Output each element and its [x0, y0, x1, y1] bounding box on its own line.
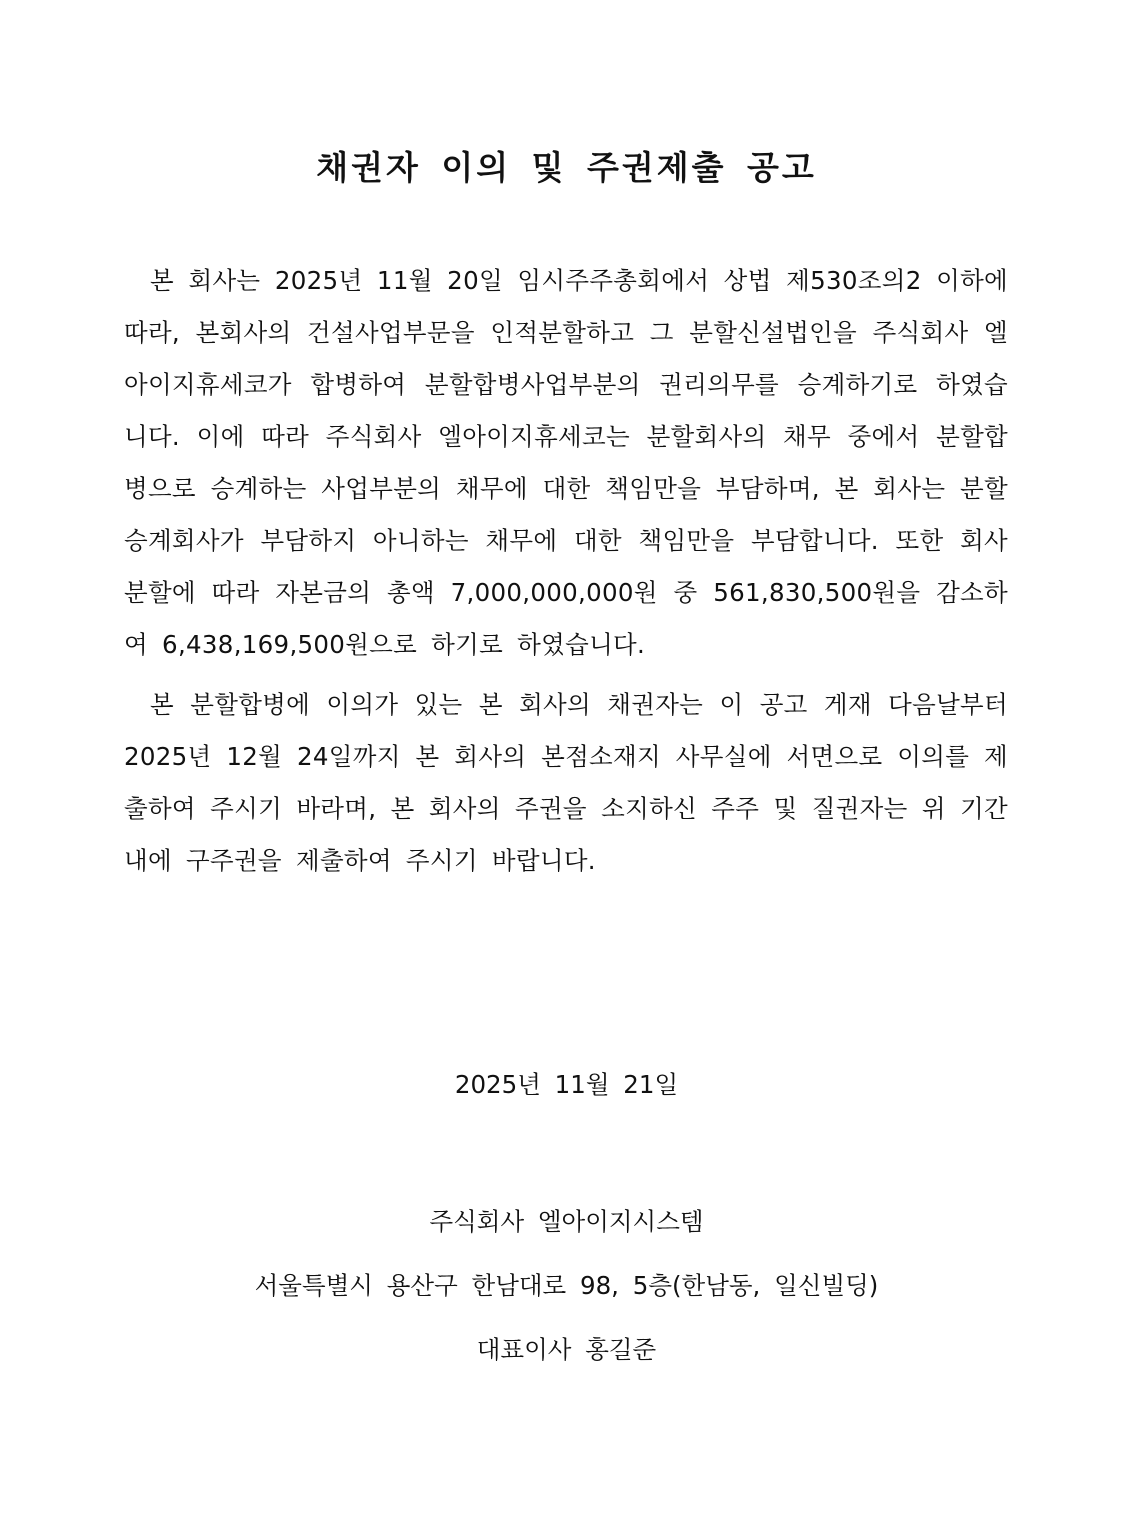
notice-title: 채권자 이의 및 주권제출 공고	[316, 148, 817, 187]
notice-paragraph-split-merger: 본 회사는 2025년 11월 20일 임시주주총회에서 상법 제530조의2 이하에 따라, 본회사의 건설사업부문을 인적분할하고 그 분할신설법인을 주식회사 엘아이지휴세코가 합병하여 분할합병사업부분의 권리의무를 승계하기로 하였습니다. 이에 따라 주식회사 엘아이지휴세코는 분할회사의 채무 중에서 분할합병으로 승계하는 사업부분의 채무에 대한 책임만을 부담하며, 본 회사는 분할승계회사가 부담하지 아니하는 채무에 대한 책임만을 부담합니다. 또한 회사분할에 따라 자본금의 총액 7,000,000,000원 중 561,830,500원을 감소하여 6,438,169,500원으로 하기로 하였습니다.	[124, 266, 1008, 659]
company-address: 서울특별시 용산구 한남대로 98, 5층(한남동, 일신빌딩)	[254, 1271, 879, 1300]
notice-body	[124, 255, 1008, 887]
notice-paragraph-creditor-objection: 본 분할합병에 이의가 있는 본 회사의 채권자는 이 공고 게재 다음날부터 2025년 12월 24일까지 본 회사의 본점소재지 사무실에 서면으로 이의를 제출하여 주시기 바라며, 본 회사의 주권을 소지하신 주주 및 질권자는 위 기간 내에 구주권을 제출하여 주시기 바랍니다.	[124, 690, 1008, 875]
notice-date: 2025년 11월 21일	[454, 1070, 679, 1099]
signature-block	[0, 1190, 1133, 1382]
company-name: 주식회사 엘아이지시스템	[429, 1207, 704, 1236]
representative-name: 대표이사 홍길준	[476, 1335, 657, 1364]
